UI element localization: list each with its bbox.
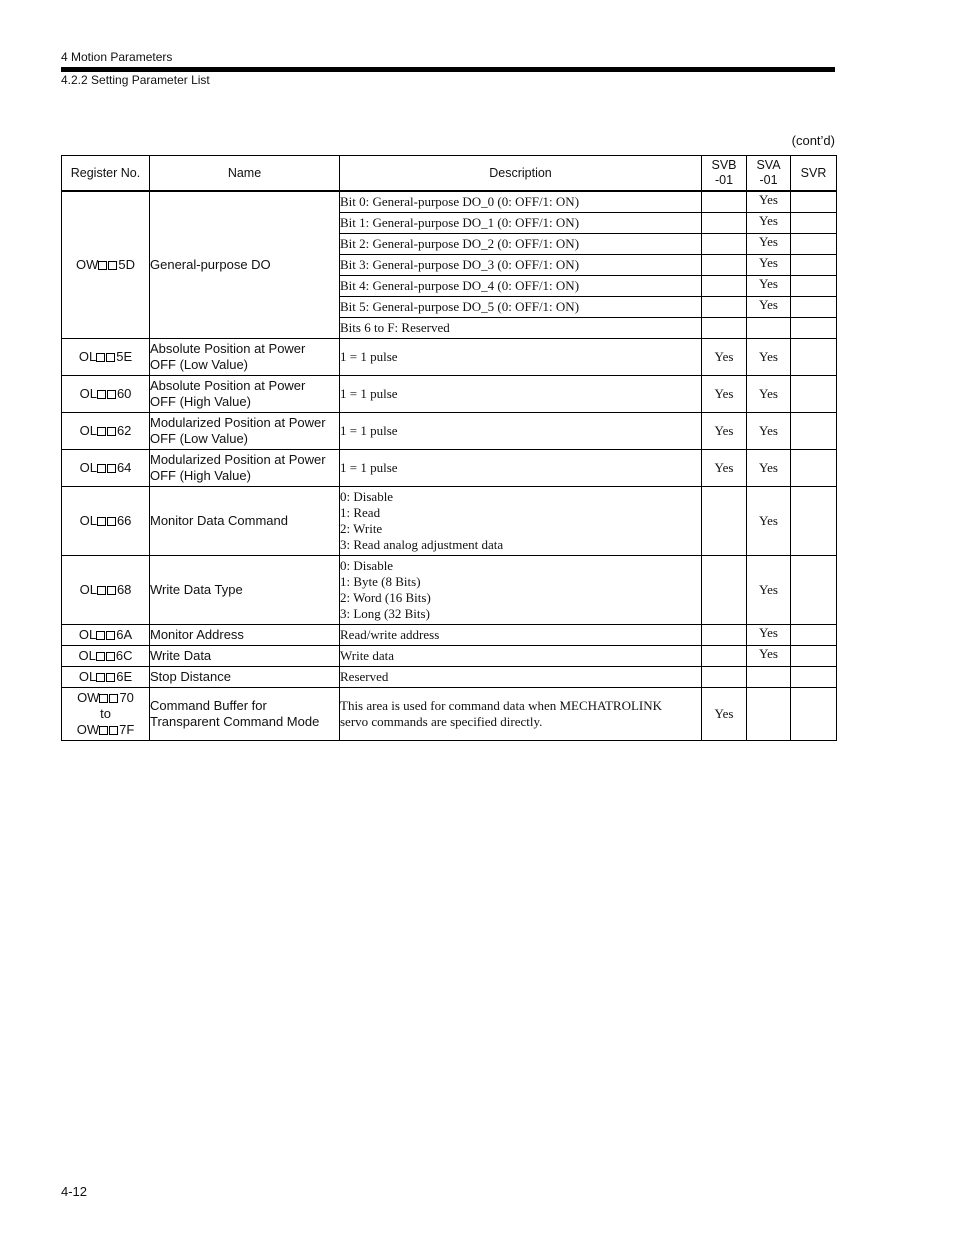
svr-cell (791, 688, 837, 741)
svb-cell: Yes (702, 450, 747, 487)
sva-cell: Yes (747, 255, 791, 276)
description-cell: Bit 2: General-purpose DO_2 (0: OFF/1: ON) (340, 234, 702, 255)
svr-cell (791, 234, 837, 255)
table-row (62, 487, 837, 556)
description-cell: Bits 6 to F: Reserved (340, 318, 702, 339)
description-cell: 1 = 1 pulse (340, 376, 702, 413)
sva-cell: Yes (747, 297, 791, 318)
description-cell: Read/write address (340, 625, 702, 646)
svb-cell: Yes (702, 376, 747, 413)
col-svb: SVB -01 (702, 156, 747, 192)
name-cell: Absolute Position at Power OFF (Low Value) (150, 339, 340, 376)
svr-cell (791, 213, 837, 234)
name-cell: Write Data Type (150, 556, 340, 625)
sva-cell: Yes (747, 376, 791, 413)
svb-cell: Yes (702, 339, 747, 376)
svb-cell (702, 487, 747, 556)
svb-cell (702, 276, 747, 297)
description-cell: Bit 5: General-purpose DO_5 (0: OFF/1: ON) (340, 297, 702, 318)
sva-cell: Yes (747, 556, 791, 625)
svr-cell (791, 667, 837, 688)
table-row (62, 667, 837, 688)
description-cell: Bit 1: General-purpose DO_1 (0: OFF/1: ON) (340, 213, 702, 234)
parameter-table (61, 155, 837, 741)
table-row (62, 339, 837, 376)
name-cell: Modularized Position at Power OFF (High Value) (150, 450, 340, 487)
svr-cell (791, 297, 837, 318)
description-cell: 0: Disable 1: Read 2: Write 3: Read analog adjustment data (340, 487, 702, 556)
name-cell: Modularized Position at Power OFF (Low Value) (150, 413, 340, 450)
svr-cell (791, 191, 837, 213)
svr-cell (791, 450, 837, 487)
sva-cell: Yes (747, 450, 791, 487)
description-cell: 1 = 1 pulse (340, 339, 702, 376)
sva-cell: Yes (747, 276, 791, 297)
sva-cell (747, 667, 791, 688)
svr-cell (791, 413, 837, 450)
description-cell: 1 = 1 pulse (340, 450, 702, 487)
col-sva: SVA -01 (747, 156, 791, 192)
table-row (62, 376, 837, 413)
table-row (62, 688, 837, 741)
table-row (62, 450, 837, 487)
page-number: 4-12 (61, 1184, 88, 1199)
chapter-heading: 4 Motion Parameters (61, 50, 173, 64)
description-cell: Bit 4: General-purpose DO_4 (0: OFF/1: ON) (340, 276, 702, 297)
description-cell: Write data (340, 646, 702, 667)
register-cell: OL 66 (62, 487, 150, 556)
svb-cell (702, 255, 747, 276)
svb-cell (702, 318, 747, 339)
svb-cell (702, 191, 747, 213)
table-row (62, 625, 837, 646)
name-cell: Absolute Position at Power OFF (High Value) (150, 376, 340, 413)
name-cell: Command Buffer for Transparent Command Mode (150, 688, 340, 741)
register-cell: OL 62 (62, 413, 150, 450)
svb-cell (702, 667, 747, 688)
description-cell: 1 = 1 pulse (340, 413, 702, 450)
sva-cell: Yes (747, 646, 791, 667)
register-cell: OL 5E (62, 339, 150, 376)
col-svr: SVR (791, 156, 837, 192)
svr-cell (791, 255, 837, 276)
table-row (62, 413, 837, 450)
register-cell: OL 60 (62, 376, 150, 413)
col-name: Name (150, 156, 340, 192)
continued-label: (cont’d) (791, 133, 835, 148)
register-cell: OL 64 (62, 450, 150, 487)
description-cell: Reserved (340, 667, 702, 688)
svr-cell (791, 556, 837, 625)
col-register-no: Register No. (62, 156, 150, 192)
sva-cell: Yes (747, 234, 791, 255)
name-cell: Monitor Data Command (150, 487, 340, 556)
description-cell: This area is used for command data when MECHATROLINK servo commands are specified directly. (340, 688, 702, 741)
table-row (62, 556, 837, 625)
svb-cell: Yes (702, 688, 747, 741)
svr-cell (791, 339, 837, 376)
register-cell: OL 6C (62, 646, 150, 667)
header-rule (61, 67, 835, 72)
sva-cell: Yes (747, 339, 791, 376)
register-cell: OL 68 (62, 556, 150, 625)
table-row (62, 191, 837, 213)
svr-cell (791, 625, 837, 646)
sva-cell (747, 318, 791, 339)
svb-cell (702, 297, 747, 318)
name-cell: Write Data (150, 646, 340, 667)
section-heading: 4.2.2 Setting Parameter List (61, 73, 210, 87)
name-cell: Monitor Address (150, 625, 340, 646)
register-cell: OL 6A (62, 625, 150, 646)
svr-cell (791, 318, 837, 339)
description-cell: Bit 0: General-purpose DO_0 (0: OFF/1: ON) (340, 191, 702, 213)
svr-cell (791, 276, 837, 297)
description-cell: 0: Disable 1: Byte (8 Bits) 2: Word (16 Bits) 3: Long (32 Bits) (340, 556, 702, 625)
sva-cell: Yes (747, 191, 791, 213)
svr-cell (791, 487, 837, 556)
sva-cell: Yes (747, 213, 791, 234)
sva-cell: Yes (747, 413, 791, 450)
svr-cell (791, 376, 837, 413)
name-cell: Stop Distance (150, 667, 340, 688)
svb-cell (702, 213, 747, 234)
col-description: Description (340, 156, 702, 192)
sva-cell (747, 688, 791, 741)
svb-cell (702, 556, 747, 625)
svb-cell: Yes (702, 413, 747, 450)
register-cell: OW 5D (62, 191, 150, 339)
register-cell: OL 6E (62, 667, 150, 688)
table-header-row (62, 156, 837, 192)
sva-cell: Yes (747, 487, 791, 556)
svb-cell (702, 646, 747, 667)
sva-cell: Yes (747, 625, 791, 646)
register-cell: OW 70 to OW 7F (62, 688, 150, 741)
name-cell: General-purpose DO (150, 191, 340, 339)
svb-cell (702, 625, 747, 646)
table-row (62, 646, 837, 667)
svr-cell (791, 646, 837, 667)
svb-cell (702, 234, 747, 255)
description-cell: Bit 3: General-purpose DO_3 (0: OFF/1: ON) (340, 255, 702, 276)
